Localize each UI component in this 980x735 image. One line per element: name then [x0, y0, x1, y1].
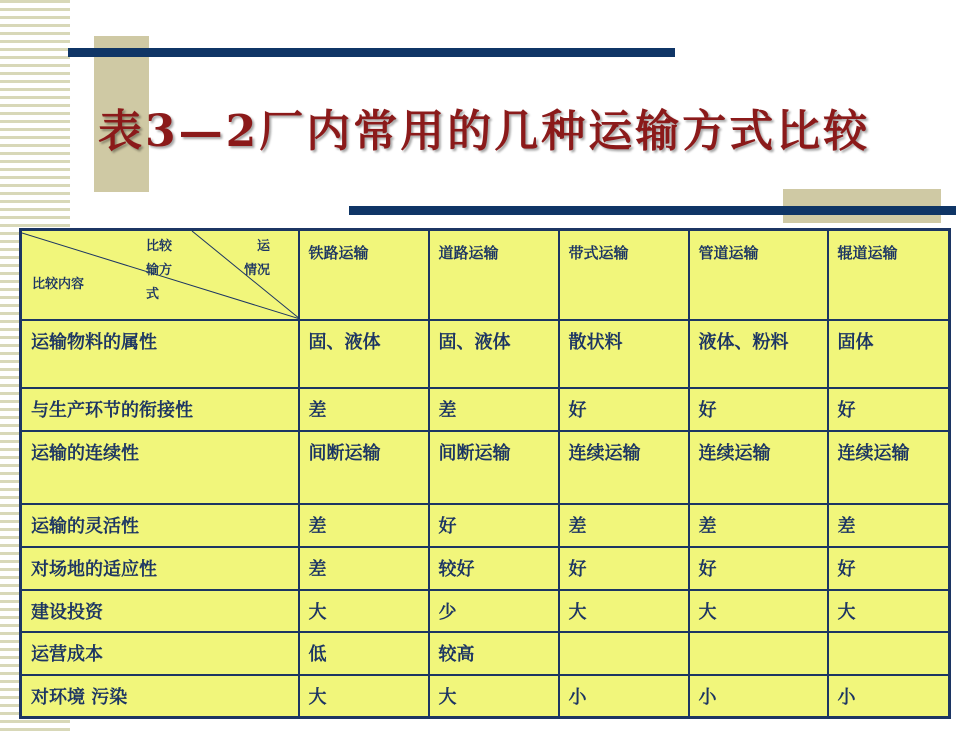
row-label: 运输的连续性: [21, 431, 299, 504]
column-header: 道路运输: [429, 230, 559, 320]
table-cell: 小: [559, 675, 689, 718]
row-label: 运输物料的属性: [21, 320, 299, 388]
table-cell: 大: [299, 675, 429, 718]
table-cell: 连续运输: [559, 431, 689, 504]
table-cell: 好: [559, 388, 689, 431]
table-cell: 小: [689, 675, 828, 718]
table-row: [21, 590, 950, 632]
table-header-row: [21, 230, 950, 320]
table-cell: [559, 632, 689, 675]
table-cell: 连续运输: [689, 431, 828, 504]
table-cell: 较好: [429, 547, 559, 590]
table-row: [21, 675, 950, 718]
row-label: 运输的灵活性: [21, 504, 299, 547]
table-cell: 好: [429, 504, 559, 547]
diag-label-top-left: 比较 输方 式: [146, 239, 173, 302]
table-cell: 连续运输: [828, 431, 950, 504]
table-cell: 小: [828, 675, 950, 718]
column-header: 管道运输: [689, 230, 828, 320]
table-row: [21, 547, 950, 590]
comparison-table: [19, 228, 951, 719]
table-cell: 大: [828, 590, 950, 632]
top-accent-bar: [68, 48, 675, 57]
row-label: 对场地的适应性: [21, 547, 299, 590]
table-cell: 固体: [828, 320, 950, 388]
table-cell: 间断运输: [299, 431, 429, 504]
table-cell: 大: [559, 590, 689, 632]
table-cell: 大: [689, 590, 828, 632]
row-label: 与生产环节的衔接性: [21, 388, 299, 431]
table-cell: 差: [689, 504, 828, 547]
table-cell: 差: [429, 388, 559, 431]
diagonal-header-cell: [21, 230, 299, 320]
table-cell: 好: [828, 388, 950, 431]
row-label: 建设投资: [21, 590, 299, 632]
table-row: [21, 388, 950, 431]
table-cell: 差: [828, 504, 950, 547]
table-cell: 好: [689, 388, 828, 431]
table-cell: [828, 632, 950, 675]
table-cell: 间断运输: [429, 431, 559, 504]
table-cell: 少: [429, 590, 559, 632]
table-cell: 差: [299, 547, 429, 590]
table-cell: 较高: [429, 632, 559, 675]
table-cell: 散状料: [559, 320, 689, 388]
column-header: 铁路运输: [299, 230, 429, 320]
table-cell: 低: [299, 632, 429, 675]
table-cell: 液体、粉料: [689, 320, 828, 388]
row-label: 运营成本: [21, 632, 299, 675]
table-cell: 好: [559, 547, 689, 590]
table-row: [21, 632, 950, 675]
table-cell: 差: [299, 388, 429, 431]
table-row: [21, 431, 950, 504]
table-cell: 差: [299, 504, 429, 547]
slide-title: 表3—2厂内常用的几种运输方式比较: [98, 106, 871, 157]
table-cell: 差: [559, 504, 689, 547]
column-header: 带式运输: [559, 230, 689, 320]
diag-label-top-right: 运 情况: [244, 239, 271, 278]
table-cell: 大: [299, 590, 429, 632]
table-row: [21, 504, 950, 547]
row-label: 对环境 污染: [21, 675, 299, 718]
table-cell: 好: [689, 547, 828, 590]
table-row: [21, 320, 950, 388]
column-header: 辊道运输: [828, 230, 950, 320]
table-cell: 固、液体: [429, 320, 559, 388]
diag-label-bottom-left: 比较内容: [32, 277, 85, 292]
table-cell: 好: [828, 547, 950, 590]
table-cell: [689, 632, 828, 675]
table-cell: 固、液体: [299, 320, 429, 388]
bottom-accent-bar: [349, 206, 956, 215]
table-cell: 大: [429, 675, 559, 718]
